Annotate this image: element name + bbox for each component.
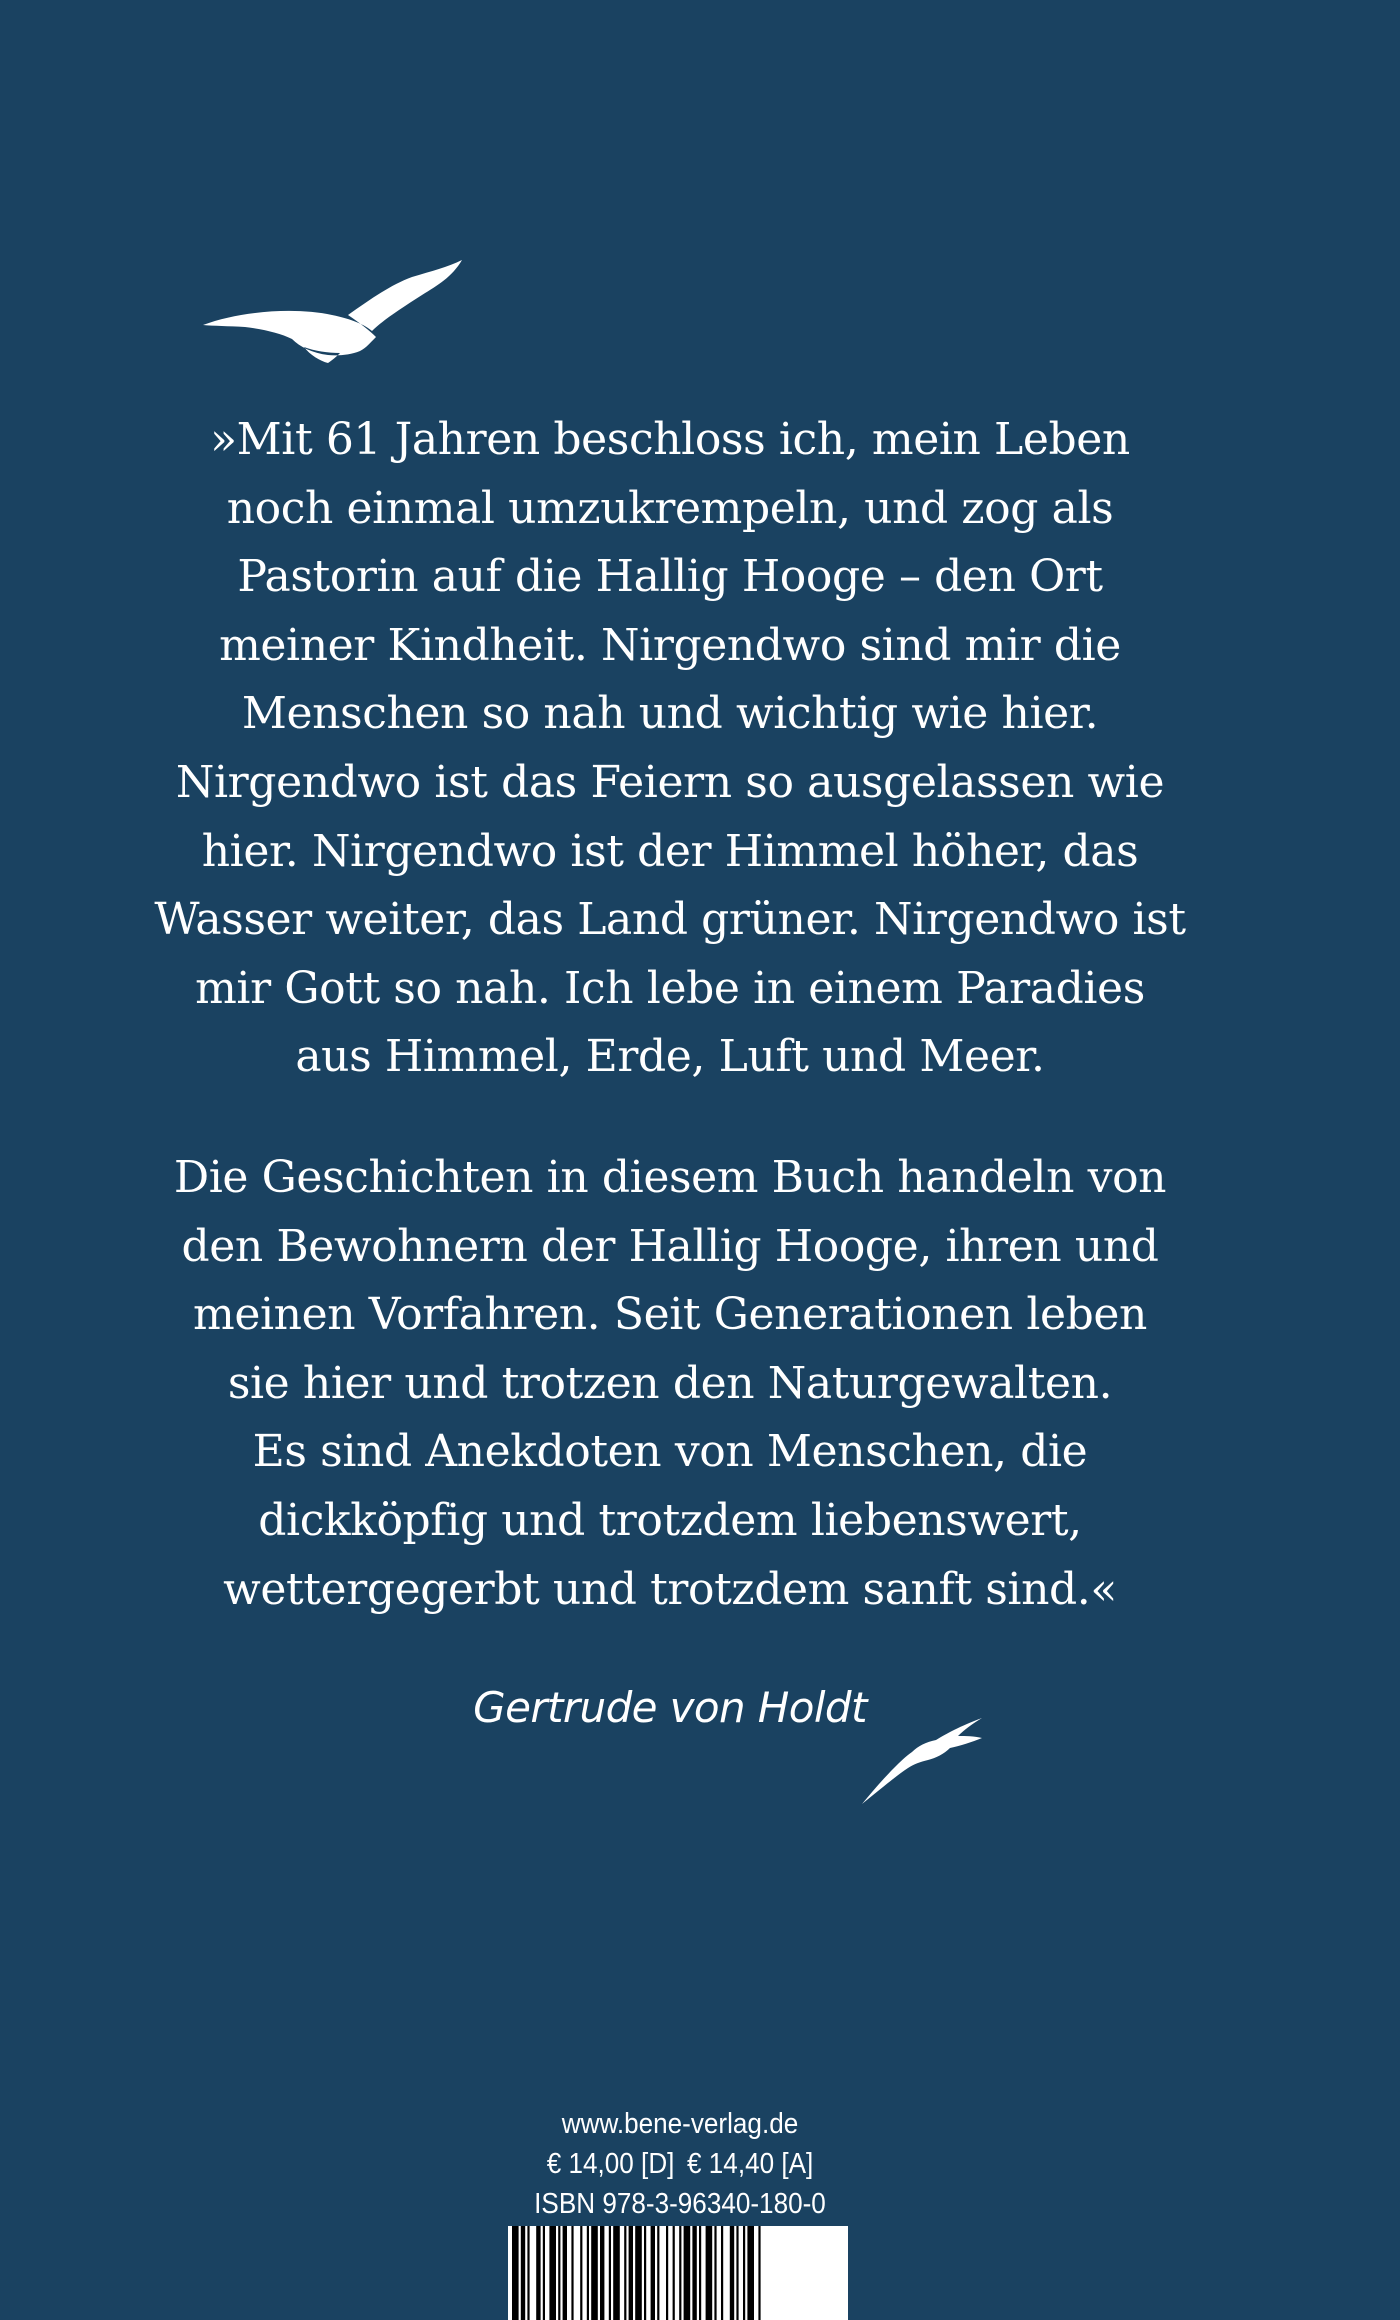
barcode-bar: [591, 2226, 598, 2320]
barcode-bar: [706, 2226, 713, 2320]
barcode-bar: [673, 2226, 675, 2320]
quote-line: noch einmal umzukrempeln, und zog als: [226, 482, 1114, 534]
barcode-bar: [651, 2226, 655, 2320]
quote-line: Die Geschichten in diesem Buch handeln von: [173, 1152, 1167, 1203]
quote-line: dickköpfig und trotzdem liebenswert,: [258, 1494, 1082, 1546]
barcode-bar: [571, 2226, 573, 2320]
barcode-bar: [527, 2226, 529, 2320]
quote-line: Menschen so nah und wichtig wie hier.: [241, 688, 1099, 740]
barcode-bar: [730, 2226, 734, 2320]
price-germany: € 14,00 [D]: [546, 2148, 675, 2180]
barcode-bar: [549, 2226, 556, 2320]
quote-line: wettergegerbt und trotzdem sanft sind.«: [223, 1563, 1117, 1615]
barcode-bar: [512, 2226, 519, 2320]
quote-line: den Bewohnern der Hallig Hooge, ihren und: [181, 1220, 1159, 1272]
barcode-bar: [521, 2226, 525, 2320]
barcode-bar: [536, 2226, 540, 2320]
price-austria: € 14,40 [A]: [687, 2148, 814, 2180]
barcode-bar: [699, 2226, 701, 2320]
barcode-bar: [580, 2226, 582, 2320]
quote-line: mir Gott so nah. Ich lebe in einem Paradies: [195, 962, 1145, 1014]
barcode-bar: [657, 2226, 659, 2320]
barcode-bar: [558, 2226, 560, 2320]
barcode-bar: [743, 2226, 745, 2320]
barcode: [508, 2226, 848, 2320]
price-line: [500, 2144, 860, 2184]
quote-line: meiner Kindheit. Nirgendwo sind mir die: [219, 619, 1121, 671]
quote-line: aus Himmel, Erde, Luft und Meer.: [295, 1031, 1045, 1083]
quote-paragraph-1: [120, 406, 1220, 1092]
quote-line: meinen Vorfahren. Seit Generationen leben: [193, 1289, 1147, 1341]
publisher-url: www.bene-verlag.de: [561, 2108, 799, 2140]
barcode-bar: [692, 2226, 696, 2320]
barcode-bar: [758, 2226, 760, 2320]
barcode-bar: [629, 2226, 633, 2320]
barcode-bar: [679, 2226, 681, 2320]
barcode-bar: [747, 2226, 754, 2320]
quote-line: Wasser weiter, das Land grüner. Nirgendwo ist: [154, 894, 1186, 946]
barcode-bar: [624, 2226, 626, 2320]
quote-line: sie hier und trotzen den Naturgewalten.: [227, 1357, 1113, 1409]
barcode-bar: [644, 2226, 646, 2320]
seagull-icon: [860, 1712, 985, 1806]
quote-line: hier. Nirgendwo ist der Himmel höher, das: [201, 825, 1139, 877]
isbn-number: ISBN 978-3-96340-180-0: [534, 2188, 826, 2220]
barcode-bar: [666, 2226, 668, 2320]
quote-line: »Mit 61 Jahren beschloss ich, mein Leben: [210, 414, 1130, 465]
barcode-bar: [587, 2226, 589, 2320]
quote-line: Es sind Anekdoten von Menschen, die: [252, 1426, 1088, 1478]
seagull-icon: [200, 255, 465, 365]
barcode-bar: [563, 2226, 567, 2320]
author-name: Gertrude von Holdt: [473, 1683, 867, 1732]
barcode-bar: [684, 2226, 691, 2320]
barcode-bar: [635, 2226, 642, 2320]
quote-line: Pastorin auf die Hallig Hooge – den Ort: [237, 551, 1103, 603]
barcode-bar: [736, 2226, 738, 2320]
barcode-bar: [714, 2226, 716, 2320]
barcode-bar: [543, 2226, 545, 2320]
quote-paragraph-2: [120, 1144, 1220, 1624]
barcode-bar: [721, 2226, 723, 2320]
quote-line: Nirgendwo ist das Feiern so ausgelassen wie: [175, 756, 1165, 808]
barcode-bar: [609, 2226, 611, 2320]
barcode-bar: [600, 2226, 604, 2320]
barcode-bar: [613, 2226, 620, 2320]
